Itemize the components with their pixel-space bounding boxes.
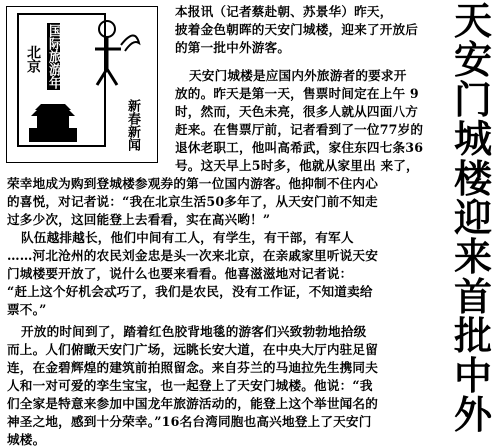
article-line: 队伍越排越长，他们中间有工人，有学生，有干部，有军人	[21, 230, 354, 245]
headline-char: 城	[453, 117, 492, 162]
tiananmen-gate-icon	[27, 102, 79, 144]
article-line: 的喜悦，对记者说：“我在北京生活50多年了，从天安门前不知走	[7, 194, 378, 209]
headline-char: 首	[453, 274, 492, 319]
article-line: 神圣之地，感到十分荣幸。”16名台湾同胞也高兴地登上了天安门	[7, 414, 372, 429]
headline-char: 门	[453, 77, 492, 122]
article-line: 退休老职工，他叫高希武，家住东四七条36	[175, 140, 424, 155]
tourism-year-emblem	[6, 6, 158, 163]
headline-char: 来	[453, 235, 492, 280]
headline-char: 楼	[453, 156, 492, 201]
article-line: 放的。昨天是第一天，售票时间定在上午 9	[175, 86, 419, 101]
article-line: 城楼。	[7, 432, 46, 447]
article-line: 们全家是特意来参加中国龙年旅游活动的，能登上这个举世闻名的	[7, 396, 379, 411]
article-line: 天安门城楼是应国内外旅游者的要求开	[189, 68, 407, 83]
article-line: “赶上这个好机会忒巧了，我们是农民，没有工作证，不知道卖给	[7, 284, 373, 299]
headline-char: 迎	[453, 195, 492, 240]
headline-char: 批	[453, 314, 492, 359]
article-line: 赶来。在售票厅前，记者看到了一位77岁的	[175, 122, 424, 137]
article-line: 号。这天早上5时多，他就从家里出 来了，	[175, 158, 419, 173]
article-line: ……河北沧州的农民刘金忠是头一次来北京，在亲戚家里听说天安	[7, 248, 379, 263]
headline-char: 安	[453, 38, 492, 83]
article-line: 披着金色朝晖的天安门城楼，迎来了开放后	[175, 22, 419, 37]
article-line: 开放的时间到了，踏着红色胶背地毯的游客们兴致勃勃地拾级	[21, 324, 367, 339]
headline-char: 天	[453, 0, 492, 43]
article-line: 人和一对可爱的孪生宝宝，也一起登上了天安门城楼。他说：“我	[7, 378, 373, 393]
emblem-slogan: 国际旅游年	[46, 24, 61, 89]
dragon-figure-icon	[85, 17, 143, 89]
emblem-column: 新春新闻	[125, 99, 140, 151]
article-line: 时，然而，天色未亮，很多人就从四面八方	[175, 104, 419, 119]
article-line: 过多少次，这回能登上去看看，实在高兴哟！”	[7, 212, 271, 227]
article-line: 票不。”	[7, 302, 47, 317]
headline-char: 外	[453, 392, 492, 437]
emblem-city: 北京	[25, 45, 41, 73]
article-line: 本报讯（记者蔡赴朝、苏景华）昨天，	[175, 4, 393, 19]
headline-char: 中	[453, 353, 492, 398]
article-line: 的第一批中外游客。	[175, 40, 291, 55]
article-line: 连，在金碧辉煌的建筑前拍照留念。来自芬兰的马迪拉先生携同夫	[7, 360, 379, 375]
article-line: 而上。人们俯瞰天安门广场，远眺长安大道，在中央大厅内驻足留	[7, 342, 379, 357]
article-line: 门城楼要开放了，说什么也要来看看。他喜滋滋地对记者说：	[7, 266, 353, 281]
article-line: 荣幸地成为购到登城楼参观券的第一位国内游客。他抑制不住内心	[7, 176, 379, 191]
headline	[446, 0, 500, 437]
